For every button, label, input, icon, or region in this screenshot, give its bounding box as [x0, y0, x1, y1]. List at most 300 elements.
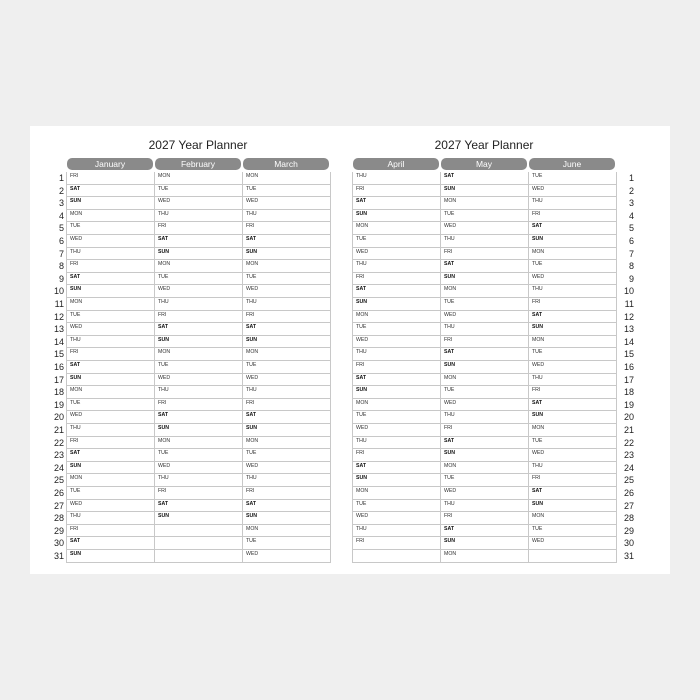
- day-cell-january[interactable]: SUN: [66, 550, 154, 563]
- day-cell-june[interactable]: MON: [528, 248, 616, 261]
- day-cell-april[interactable]: THU: [352, 525, 440, 538]
- day-cell-february[interactable]: [154, 537, 242, 550]
- day-cell-april[interactable]: TUE: [352, 500, 440, 513]
- day-cell-june[interactable]: SUN: [528, 235, 616, 248]
- day-cell-february[interactable]: MON: [154, 348, 242, 361]
- day-row: [352, 298, 652, 311]
- day-cell-april[interactable]: MON: [352, 311, 440, 324]
- day-row: [352, 185, 652, 198]
- day-cell-february[interactable]: FRI: [154, 487, 242, 500]
- day-number: 23: [623, 450, 634, 461]
- day-cell-march[interactable]: TUE: [242, 361, 330, 374]
- day-number: 13: [53, 324, 64, 335]
- day-row: [352, 197, 652, 210]
- day-cell-january[interactable]: WED: [66, 500, 154, 513]
- day-cell-january[interactable]: SAT: [66, 273, 154, 286]
- day-cell-march[interactable]: THU: [242, 210, 330, 223]
- day-row: [48, 185, 348, 198]
- day-cell-may[interactable]: FRI: [440, 424, 528, 437]
- day-cell-june[interactable]: THU: [528, 197, 616, 210]
- day-number: 8: [58, 261, 64, 272]
- day-cell-march[interactable]: SAT: [242, 411, 330, 424]
- day-cell-march[interactable]: WED: [242, 285, 330, 298]
- month-header-march: March: [243, 158, 329, 170]
- day-cell-april[interactable]: WED: [352, 248, 440, 261]
- day-cell-june[interactable]: SAT: [528, 399, 616, 412]
- day-number: 28: [53, 513, 64, 524]
- day-cell-february[interactable]: TUE: [154, 361, 242, 374]
- day-cell-january[interactable]: SAT: [66, 449, 154, 462]
- day-number: 19: [53, 399, 64, 410]
- day-cell-april[interactable]: TUE: [352, 411, 440, 424]
- day-cell-june[interactable]: TUE: [528, 348, 616, 361]
- day-cell-june[interactable]: FRI: [528, 298, 616, 311]
- day-cell-june[interactable]: THU: [528, 462, 616, 475]
- day-number: 8: [628, 261, 634, 272]
- day-number: 30: [623, 538, 634, 549]
- day-number: 12: [53, 311, 64, 322]
- day-cell-february[interactable]: THU: [154, 386, 242, 399]
- day-cell-may[interactable]: SAT: [440, 437, 528, 450]
- day-number: 3: [58, 198, 64, 209]
- day-number: 12: [623, 311, 634, 322]
- day-cell-june[interactable]: SUN: [528, 500, 616, 513]
- day-cell-april[interactable]: THU: [352, 437, 440, 450]
- day-cell-june[interactable]: FRI: [528, 210, 616, 223]
- day-cell-may[interactable]: MON: [440, 197, 528, 210]
- day-cell-january[interactable]: SUN: [66, 462, 154, 475]
- day-cell-april[interactable]: FRI: [352, 361, 440, 374]
- day-number: 25: [53, 475, 64, 486]
- day-row: [352, 550, 652, 563]
- day-cell-february[interactable]: WED: [154, 462, 242, 475]
- day-cell-february[interactable]: SUN: [154, 424, 242, 437]
- day-cell-march[interactable]: SUN: [242, 248, 330, 261]
- day-cell-january[interactable]: TUE: [66, 222, 154, 235]
- day-number: 29: [623, 525, 634, 536]
- day-cell-february[interactable]: FRI: [154, 222, 242, 235]
- day-cell-may[interactable]: MON: [440, 285, 528, 298]
- day-cell-january[interactable]: SAT: [66, 185, 154, 198]
- day-cell-april[interactable]: FRI: [352, 449, 440, 462]
- day-row: [352, 336, 652, 349]
- day-cell-january[interactable]: THU: [66, 248, 154, 261]
- planner-spread: [30, 126, 670, 574]
- day-row: [48, 386, 348, 399]
- day-cell-may[interactable]: THU: [440, 500, 528, 513]
- day-cell-april[interactable]: MON: [352, 399, 440, 412]
- day-cell-march[interactable]: TUE: [242, 537, 330, 550]
- day-number: 11: [624, 299, 634, 309]
- day-cell-march[interactable]: SUN: [242, 336, 330, 349]
- day-cell-april[interactable]: SAT: [352, 374, 440, 387]
- page-title: 2027 Year Planner: [434, 138, 534, 152]
- day-cell-february[interactable]: THU: [154, 474, 242, 487]
- day-cell-january[interactable]: MON: [66, 210, 154, 223]
- day-cell-april[interactable]: TUE: [352, 235, 440, 248]
- day-cell-january[interactable]: THU: [66, 336, 154, 349]
- day-number: 26: [623, 488, 634, 498]
- planner-page-left: [48, 138, 348, 568]
- day-cell-april[interactable]: SUN: [352, 474, 440, 487]
- day-row: [352, 374, 652, 387]
- day-cell-february[interactable]: WED: [154, 374, 242, 387]
- day-cell-january[interactable]: FRI: [66, 260, 154, 273]
- day-cell-march[interactable]: FRI: [242, 222, 330, 235]
- day-row: [48, 285, 348, 298]
- day-number: 9: [628, 273, 634, 284]
- day-row: [48, 323, 348, 336]
- day-cell-june[interactable]: SAT: [528, 487, 616, 500]
- day-cell-march[interactable]: WED: [242, 197, 330, 210]
- day-cell-march[interactable]: SUN: [242, 424, 330, 437]
- day-cell-april[interactable]: WED: [352, 336, 440, 349]
- day-cell-february[interactable]: SUN: [154, 512, 242, 525]
- day-cell-january[interactable]: FRI: [66, 525, 154, 538]
- month-header-may: May: [441, 158, 527, 170]
- day-cell-march[interactable]: WED: [242, 462, 330, 475]
- day-cell-march[interactable]: THU: [242, 298, 330, 311]
- day-cell-january[interactable]: MON: [66, 474, 154, 487]
- day-cell-april[interactable]: TUE: [352, 323, 440, 336]
- day-number: 27: [53, 500, 64, 511]
- day-row: [48, 235, 348, 248]
- day-number: 25: [623, 475, 634, 486]
- day-cell-april[interactable]: THU: [352, 260, 440, 273]
- day-cell-may[interactable]: SUN: [440, 537, 528, 550]
- day-cell-may[interactable]: SAT: [440, 348, 528, 361]
- day-cell-april[interactable]: SAT: [352, 197, 440, 210]
- day-cell-june[interactable]: WED: [528, 273, 616, 286]
- day-cell-march[interactable]: SAT: [242, 323, 330, 336]
- day-cell-january[interactable]: THU: [66, 512, 154, 525]
- day-cell-april[interactable]: SAT: [352, 462, 440, 475]
- day-row: [352, 449, 652, 462]
- day-number: 21: [623, 425, 634, 435]
- day-cell-may[interactable]: TUE: [440, 298, 528, 311]
- day-cell-march[interactable]: MON: [242, 437, 330, 450]
- day-number: 2: [58, 185, 64, 196]
- day-cell-june[interactable]: THU: [528, 374, 616, 387]
- day-cell-march[interactable]: MON: [242, 172, 330, 185]
- day-number: 1: [58, 173, 64, 183]
- planner-page-right: [352, 138, 652, 568]
- day-cell-february[interactable]: SAT: [154, 411, 242, 424]
- day-cell-january[interactable]: FRI: [66, 437, 154, 450]
- month-header-bar: [66, 158, 330, 170]
- month-header-june: June: [529, 158, 615, 170]
- day-number: 15: [53, 349, 64, 360]
- day-cell-january[interactable]: MON: [66, 298, 154, 311]
- day-cell-june[interactable]: TUE: [528, 260, 616, 273]
- day-cell-january[interactable]: WED: [66, 323, 154, 336]
- day-cell-february[interactable]: TUE: [154, 273, 242, 286]
- day-number: 13: [623, 324, 634, 335]
- day-cell-march[interactable]: MON: [242, 525, 330, 538]
- day-cell-may[interactable]: SAT: [440, 525, 528, 538]
- day-number: 21: [53, 425, 64, 435]
- day-number: 5: [628, 223, 634, 234]
- day-number: 19: [623, 399, 634, 410]
- day-cell-june[interactable]: WED: [528, 361, 616, 374]
- day-cell-june[interactable]: TUE: [528, 525, 616, 538]
- day-cell-may[interactable]: THU: [440, 323, 528, 336]
- day-cell-june[interactable]: FRI: [528, 386, 616, 399]
- day-cell-april[interactable]: FRI: [352, 537, 440, 550]
- day-number: 14: [53, 336, 64, 347]
- day-number: 29: [53, 525, 64, 536]
- day-number: 9: [58, 273, 64, 284]
- day-cell-february[interactable]: [154, 525, 242, 538]
- day-cell-april[interactable]: FRI: [352, 273, 440, 286]
- day-number: 18: [53, 387, 64, 398]
- day-row: [48, 449, 348, 462]
- day-cell-june[interactable]: THU: [528, 285, 616, 298]
- day-number: 28: [623, 513, 634, 524]
- day-row: [48, 273, 348, 286]
- day-cell-march[interactable]: SAT: [242, 500, 330, 513]
- day-cell-may[interactable]: FRI: [440, 248, 528, 261]
- day-cell-june[interactable]: SAT: [528, 222, 616, 235]
- day-number: 7: [628, 248, 634, 259]
- day-cell-april[interactable]: [352, 550, 440, 563]
- day-cell-march[interactable]: THU: [242, 386, 330, 399]
- day-number: 15: [623, 349, 634, 360]
- day-cell-march[interactable]: MON: [242, 260, 330, 273]
- day-row: [48, 361, 348, 374]
- day-row: [48, 311, 348, 324]
- day-row: [352, 210, 652, 223]
- day-cell-may[interactable]: MON: [440, 462, 528, 475]
- day-cell-april[interactable]: WED: [352, 424, 440, 437]
- day-cell-may[interactable]: THU: [440, 411, 528, 424]
- day-cell-april[interactable]: MON: [352, 487, 440, 500]
- day-cell-january[interactable]: FRI: [66, 172, 154, 185]
- day-number: 22: [53, 437, 64, 448]
- day-number: 17: [623, 374, 634, 385]
- day-row: [352, 222, 652, 235]
- day-cell-may[interactable]: WED: [440, 222, 528, 235]
- day-cell-january[interactable]: THU: [66, 424, 154, 437]
- day-row: [352, 411, 652, 424]
- day-cell-may[interactable]: WED: [440, 311, 528, 324]
- day-row: [352, 424, 652, 437]
- day-row: [48, 550, 348, 563]
- day-number: 6: [58, 236, 64, 246]
- day-cell-april[interactable]: WED: [352, 512, 440, 525]
- day-cell-may[interactable]: TUE: [440, 210, 528, 223]
- day-cell-may[interactable]: TUE: [440, 386, 528, 399]
- day-cell-may[interactable]: TUE: [440, 474, 528, 487]
- day-cell-january[interactable]: SUN: [66, 197, 154, 210]
- day-number: 1: [628, 173, 634, 183]
- day-row: [352, 248, 652, 261]
- day-row: [352, 260, 652, 273]
- day-row: [48, 537, 348, 550]
- day-number: 4: [58, 210, 64, 221]
- day-cell-march[interactable]: TUE: [242, 273, 330, 286]
- day-row: [352, 474, 652, 487]
- day-cell-march[interactable]: TUE: [242, 185, 330, 198]
- day-cell-april[interactable]: MON: [352, 222, 440, 235]
- day-cell-june[interactable]: MON: [528, 336, 616, 349]
- day-row: [48, 336, 348, 349]
- day-number: 20: [53, 412, 64, 423]
- day-cell-march[interactable]: SUN: [242, 512, 330, 525]
- day-number: 3: [628, 198, 634, 209]
- day-cell-march[interactable]: WED: [242, 374, 330, 387]
- month-header-bar: [352, 158, 616, 170]
- day-cell-february[interactable]: THU: [154, 210, 242, 223]
- day-row: [48, 260, 348, 273]
- month-header-january: January: [67, 158, 153, 170]
- day-row: [352, 437, 652, 450]
- day-cell-june[interactable]: TUE: [528, 437, 616, 450]
- day-number: 22: [623, 437, 634, 448]
- day-cell-april[interactable]: SAT: [352, 285, 440, 298]
- day-cell-january[interactable]: SAT: [66, 361, 154, 374]
- day-number: 26: [53, 488, 64, 498]
- day-row: [352, 285, 652, 298]
- day-number: 16: [53, 362, 64, 372]
- day-cell-february[interactable]: TUE: [154, 185, 242, 198]
- day-cell-march[interactable]: FRI: [242, 399, 330, 412]
- day-row: [352, 537, 652, 550]
- day-cell-april[interactable]: SUN: [352, 210, 440, 223]
- grid-right-border: [616, 172, 617, 563]
- day-cell-may[interactable]: SUN: [440, 273, 528, 286]
- day-row: [48, 487, 348, 500]
- day-number: 7: [58, 248, 64, 259]
- day-cell-february[interactable]: SUN: [154, 248, 242, 261]
- day-cell-may[interactable]: MON: [440, 550, 528, 563]
- day-cell-march[interactable]: THU: [242, 474, 330, 487]
- day-row: [48, 399, 348, 412]
- day-number: 10: [623, 286, 634, 297]
- day-cell-may[interactable]: SUN: [440, 361, 528, 374]
- day-number: 6: [628, 236, 634, 246]
- day-cell-march[interactable]: FRI: [242, 487, 330, 500]
- day-number: 30: [53, 538, 64, 549]
- day-number: 16: [623, 362, 634, 372]
- day-number: 24: [53, 462, 64, 473]
- day-row: [352, 525, 652, 538]
- day-cell-february[interactable]: WED: [154, 197, 242, 210]
- day-cell-june[interactable]: WED: [528, 537, 616, 550]
- day-cell-may[interactable]: FRI: [440, 512, 528, 525]
- day-cell-february[interactable]: FRI: [154, 311, 242, 324]
- day-row: [48, 348, 348, 361]
- day-cell-january[interactable]: TUE: [66, 487, 154, 500]
- day-cell-february[interactable]: SAT: [154, 235, 242, 248]
- page-title: 2027 Year Planner: [148, 138, 248, 152]
- day-cell-march[interactable]: MON: [242, 348, 330, 361]
- day-row: [48, 172, 348, 185]
- day-cell-april[interactable]: SUN: [352, 298, 440, 311]
- day-cell-january[interactable]: MON: [66, 386, 154, 399]
- day-cell-march[interactable]: SAT: [242, 235, 330, 248]
- grid-right-border: [330, 172, 331, 563]
- day-cell-may[interactable]: SAT: [440, 260, 528, 273]
- day-row: [352, 235, 652, 248]
- day-cell-february[interactable]: SAT: [154, 500, 242, 513]
- day-cell-january[interactable]: WED: [66, 235, 154, 248]
- day-cell-january[interactable]: SUN: [66, 374, 154, 387]
- day-cell-april[interactable]: SUN: [352, 386, 440, 399]
- day-cell-may[interactable]: SAT: [440, 172, 528, 185]
- day-row: [48, 222, 348, 235]
- day-cell-april[interactable]: FRI: [352, 185, 440, 198]
- day-cell-january[interactable]: WED: [66, 411, 154, 424]
- day-row: [352, 386, 652, 399]
- day-number: 20: [623, 412, 634, 423]
- day-cell-january[interactable]: SAT: [66, 537, 154, 550]
- day-cell-june[interactable]: TUE: [528, 172, 616, 185]
- day-cell-may[interactable]: MON: [440, 374, 528, 387]
- day-cell-march[interactable]: WED: [242, 550, 330, 563]
- day-cell-march[interactable]: FRI: [242, 311, 330, 324]
- day-cell-june[interactable]: SUN: [528, 411, 616, 424]
- day-cell-may[interactable]: WED: [440, 399, 528, 412]
- day-cell-april[interactable]: THU: [352, 348, 440, 361]
- day-cell-february[interactable]: SAT: [154, 323, 242, 336]
- day-cell-february[interactable]: FRI: [154, 399, 242, 412]
- day-cell-january[interactable]: TUE: [66, 311, 154, 324]
- day-row: [48, 424, 348, 437]
- day-number: 18: [623, 387, 634, 398]
- day-cell-february[interactable]: TUE: [154, 449, 242, 462]
- day-row: [48, 210, 348, 223]
- day-cell-may[interactable]: SUN: [440, 449, 528, 462]
- day-cell-january[interactable]: FRI: [66, 348, 154, 361]
- day-cell-april[interactable]: THU: [352, 172, 440, 185]
- day-row: [48, 197, 348, 210]
- day-cell-june[interactable]: MON: [528, 424, 616, 437]
- day-cell-february[interactable]: MON: [154, 172, 242, 185]
- day-number: 4: [628, 210, 634, 221]
- day-cell-june[interactable]: [528, 550, 616, 563]
- day-cell-january[interactable]: SUN: [66, 285, 154, 298]
- day-cell-february[interactable]: SUN: [154, 336, 242, 349]
- day-cell-february[interactable]: [154, 550, 242, 563]
- day-cell-february[interactable]: THU: [154, 298, 242, 311]
- day-row: [352, 399, 652, 412]
- day-cell-june[interactable]: SAT: [528, 311, 616, 324]
- day-cell-march[interactable]: TUE: [242, 449, 330, 462]
- day-row: [48, 462, 348, 475]
- day-number: 11: [54, 299, 64, 309]
- day-cell-february[interactable]: MON: [154, 260, 242, 273]
- day-number: 24: [623, 462, 634, 473]
- day-cell-may[interactable]: WED: [440, 487, 528, 500]
- day-cell-february[interactable]: MON: [154, 437, 242, 450]
- day-number: 10: [53, 286, 64, 297]
- day-cell-june[interactable]: MON: [528, 512, 616, 525]
- month-header-april: April: [353, 158, 439, 170]
- day-cell-june[interactable]: FRI: [528, 474, 616, 487]
- day-cell-may[interactable]: SUN: [440, 185, 528, 198]
- day-cell-may[interactable]: THU: [440, 235, 528, 248]
- month-header-february: February: [155, 158, 241, 170]
- day-cell-june[interactable]: WED: [528, 449, 616, 462]
- day-row: [352, 273, 652, 286]
- day-cell-may[interactable]: FRI: [440, 336, 528, 349]
- day-cell-june[interactable]: SUN: [528, 323, 616, 336]
- day-row: [352, 462, 652, 475]
- day-cell-january[interactable]: TUE: [66, 399, 154, 412]
- day-cell-june[interactable]: WED: [528, 185, 616, 198]
- day-cell-february[interactable]: WED: [154, 285, 242, 298]
